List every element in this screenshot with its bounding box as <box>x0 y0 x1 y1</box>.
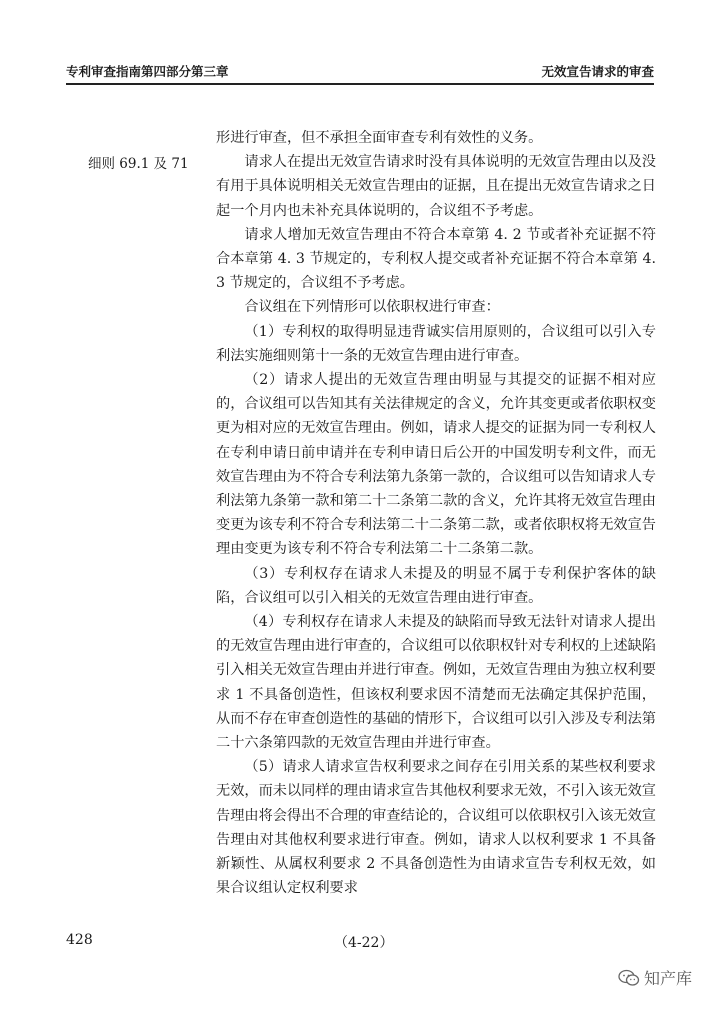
body-text <box>216 126 656 901</box>
header-rule <box>66 84 654 85</box>
wechat-icon <box>618 969 640 987</box>
watermark-text: 知产库 <box>644 969 693 988</box>
paragraph: （2）请求人提出的无效宣告理由明显与其提交的证据不相对应的，合议组可以告知其有关法律规定的含义，允许其变更或者依职权变更为相对应的无效宣告理由。例如，请求人提交的证据为同一专利权人在专利申请日前申请并在专利申请日后公开的中国发明专利文件，而无效宣告理由为不符合专利法第九条第一款的，合议组可以告知请求人专利法第九条第一款和第二十二条第二款的含义，允许其将无效宣告理由变更为该专利不符合专利法第二十二条第二款，或者依职权将无效宣告理由变更为该专利不符合专利法第二十二条第二款。 <box>216 372 656 558</box>
running-header <box>66 58 654 84</box>
margin-reference-note: 细则 69.1 及 71 <box>88 156 189 172</box>
header-chapter-title: 专利审查指南第四部分第三章 <box>66 64 229 79</box>
paragraph: 合议组在下列情形可以依职权进行审查： <box>244 299 500 316</box>
watermark <box>618 966 692 989</box>
page-number: 428 <box>66 932 93 948</box>
page-footer <box>66 932 654 956</box>
paragraph: 请求人在提出无效宣告请求时没有具体说明的无效宣告理由以及没有用于具体说明相关无效宣告理由的证据，且在提出无效宣告请求之日起一个月内也未补充具体说明的，合议组不予考虑。 <box>216 154 656 219</box>
section-page-number: （4-22） <box>334 935 394 951</box>
paragraph: 形进行审查，但不承担全面审查专利有效性的义务。 <box>216 130 543 146</box>
paragraph: （5）请求人请求宣告权利要求之间存在引用关系的某些权利要求无效，而未以同样的理由请求宣告其他权利要求无效，不引入该无效宣告理由将会得出不合理的审查结论的，合议组可以依职权引入该无效宣告理由对其他权利要求进行审查。例如，请求人以权利要求 1 不具备新颖性、从属权利要求 2 不具备创造性为由请求宣告专利权无效，如果合议组认定权利要求 <box>216 759 656 897</box>
header-section-title: 无效宣告请求的审查 <box>541 64 654 79</box>
paragraph: （4）专利权存在请求人未提及的缺陷而导致无法针对请求人提出的无效宣告理由进行审查的，合议组可以依职权针对专利权的上述缺陷引入相关无效宣告理由并进行审查。例如，无效宣告理由为独立权利要求 1 不具备创造性，但该权利要求因不清楚而无法确定其保护范围，从而不存在审查创造性的基础的情形下，合议组可以引入涉及专利法第二十六条第四款的无效宣告理由并进行审查。 <box>216 614 656 752</box>
paragraph: （3）专利权存在请求人未提及的明显不属于专利保护客体的缺陷，合议组可以引入相关的无效宣告理由进行审查。 <box>216 565 656 606</box>
paragraph: （1）专利权的取得明显违背诚实信用原则的，合议组可以引入专利法实施细则第十一条的无效宣告理由进行审查。 <box>216 323 656 364</box>
paragraph: 请求人增加无效宣告理由不符合本章第 4. 2 节或者补充证据不符合本章第 4. 3 节规定的，专利权人提交或者补充证据不符合本章第 4. 3 节规定的，合议组不予考虑。 <box>216 226 656 292</box>
